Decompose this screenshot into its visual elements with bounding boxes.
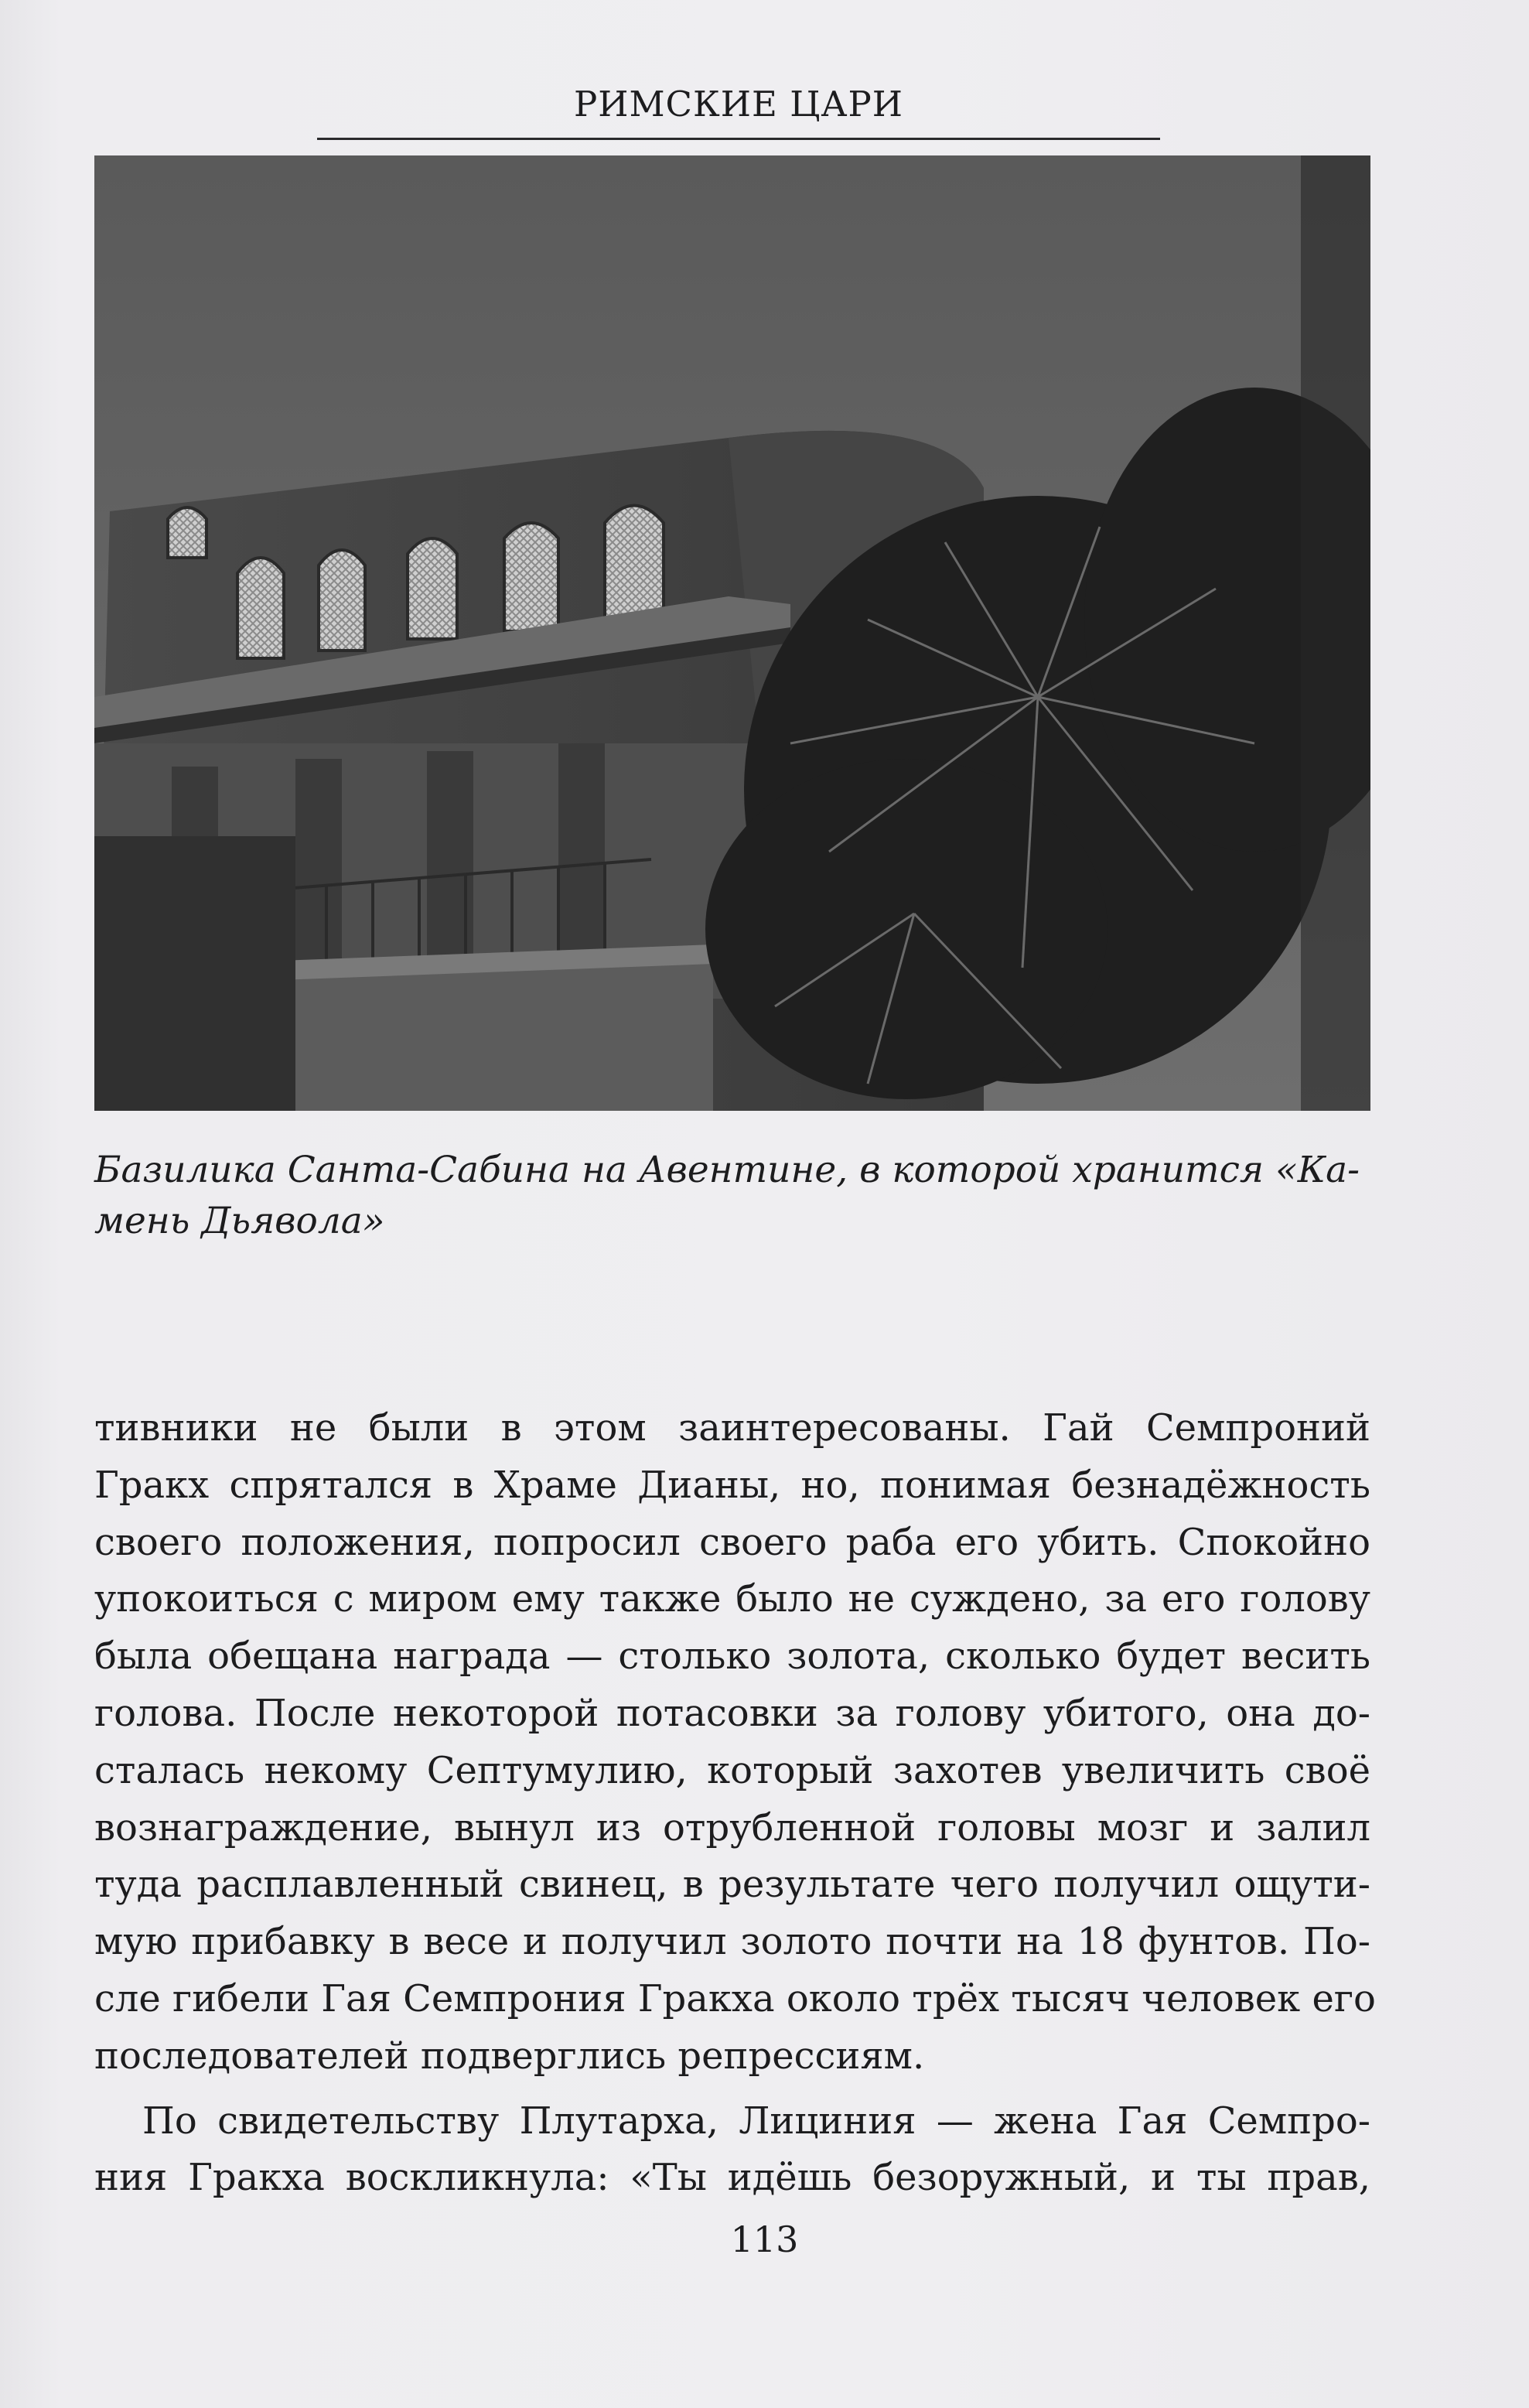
running-head: РИМСКИЕ ЦАРИ: [573, 84, 904, 125]
text-line: сталась некому Септумулию, который захотев увеличить своё: [94, 1748, 1370, 1792]
header-rule: [317, 138, 1160, 140]
text-line: последователей подверглись репрессиям.: [94, 2034, 925, 2078]
caption-line: мень Дьявола»: [94, 1200, 385, 1242]
text-line: Гракх спрятался в Храме Дианы, но, понимая безнадёжность: [94, 1463, 1370, 1507]
text-line: туда расплавленный свинец, в результате чего получил ощути-: [94, 1863, 1370, 1907]
text-line: упокоиться с миром ему также было не суждено, за его голову: [94, 1577, 1370, 1621]
text-line: своего положения, попросил своего раба его убить. Спокойно: [94, 1520, 1370, 1564]
text-line: вознаграждение, вынул из отрубленной головы мозг и залил: [94, 1805, 1370, 1850]
text-line: По свидетельству Плутарха, Лициния — жена Гая Семпро-: [142, 2099, 1370, 2143]
text-line: была обещана награда — столько золота, сколько будет весить: [94, 1634, 1370, 1679]
basilica-photo: [94, 155, 1370, 1111]
text-line: тивники не были в этом заинтересованы. Гай Семпроний: [94, 1406, 1370, 1450]
text-line: голова. После некоторой потасовки за голову убитого, она до-: [94, 1691, 1370, 1735]
text-line: сле гибели Гая Семпрония Гракха около трёх тысяч человек его: [94, 1976, 1376, 2020]
page-number: 113: [730, 2218, 799, 2260]
text-line: мую прибавку в весе и получил золото почти на 18 фунтов. По-: [94, 1920, 1370, 1964]
photo-caption: [94, 1145, 1409, 1247]
paragraph: [94, 2093, 1370, 2208]
body-text: [94, 1400, 1376, 2207]
text-line: ния Гракха воскликнула: «Ты идёшь безоружный, и ты прав,: [94, 2156, 1370, 2200]
caption-line: Базилика Санта-Сабина на Авентине, в которой хранится «Ка-: [94, 1149, 1360, 1191]
